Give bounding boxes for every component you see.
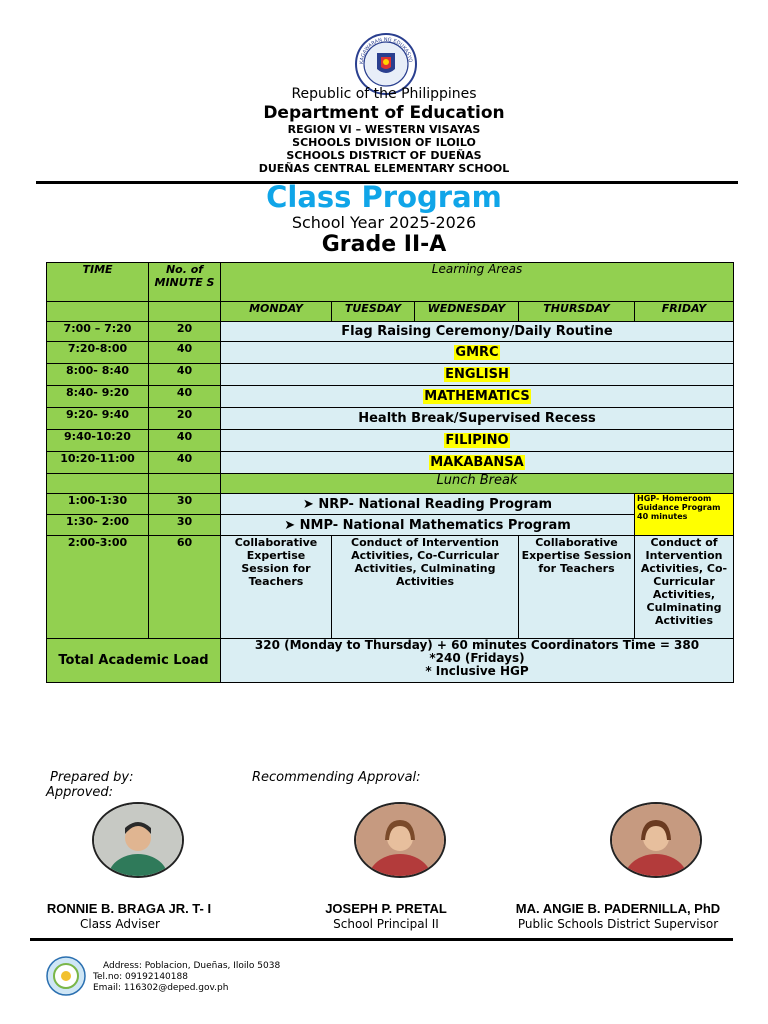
lunch-break: Lunch Break bbox=[221, 474, 734, 494]
row-subject: ENGLISH bbox=[445, 367, 509, 382]
day-friday: FRIDAY bbox=[635, 302, 734, 322]
supervisor-name: MA. ANGIE B. PADERNILLA, PhD bbox=[515, 901, 721, 916]
total-load-label: Total Academic Load bbox=[47, 639, 221, 683]
row-time: 8:40- 9:20 bbox=[47, 386, 149, 408]
division-line: SCHOOLS DIVISION OF ILOILO bbox=[292, 136, 476, 149]
school-logo bbox=[46, 956, 86, 996]
row-time: 7:00 – 7:20 bbox=[47, 322, 149, 342]
table-row bbox=[47, 408, 734, 430]
row-minutes: 40 bbox=[149, 364, 221, 386]
table-row bbox=[47, 430, 734, 452]
supervisor-role: Public Schools District Supervisor bbox=[517, 917, 719, 931]
row-subject: NRP- National Reading Program bbox=[318, 496, 553, 512]
adviser-role: Class Adviser bbox=[79, 917, 160, 931]
principal-role: School Principal II bbox=[333, 917, 439, 931]
footer-address: Address: Poblacion, Dueñas, Iloilo 5038 bbox=[103, 961, 281, 971]
day-wednesday: WEDNESDAY bbox=[415, 302, 519, 322]
header-minutes: No. of MINUTE S bbox=[149, 263, 221, 302]
footer-tel: Tel.no: 09192140188 bbox=[93, 972, 188, 982]
row-minutes: 30 bbox=[149, 515, 221, 536]
prepared-by-label: Prepared by: bbox=[50, 770, 134, 785]
school-line: DUEÑAS CENTRAL ELEMENTARY SCHOOL bbox=[258, 162, 510, 175]
row-minutes: 20 bbox=[149, 408, 221, 430]
adviser-photo bbox=[92, 802, 184, 878]
principal-name: JOSEPH P. PRETAL bbox=[325, 901, 447, 916]
total-line-3: * Inclusive HGP bbox=[425, 664, 529, 678]
row-time: 10:20-11:00 bbox=[47, 452, 149, 474]
total-line-2: *240 (Fridays) bbox=[429, 651, 525, 665]
row-time: 9:40-10:20 bbox=[47, 430, 149, 452]
row-subject: Health Break/Supervised Recess bbox=[221, 408, 734, 430]
row-time: 7:20-8:00 bbox=[47, 342, 149, 364]
header-learning-areas: Learning Areas bbox=[221, 263, 734, 302]
day-monday: MONDAY bbox=[221, 302, 332, 322]
table-row bbox=[47, 386, 734, 408]
day-thursday: THURSDAY bbox=[519, 302, 635, 322]
class-program-table bbox=[46, 262, 734, 683]
arrow-bullet-icon: ➤ bbox=[284, 517, 300, 533]
row-subject: GMRC bbox=[455, 345, 499, 360]
row-minutes: 60 bbox=[149, 536, 221, 639]
row-subject: MAKABANSA bbox=[430, 455, 524, 470]
monday-activity: Collaborative Expertise Session for Teachers bbox=[221, 536, 332, 639]
tue-wed-activity: Conduct of Intervention Activities, Co-Curricular Activities, Culminating Activities bbox=[332, 536, 519, 639]
arrow-bullet-icon: ➤ bbox=[302, 496, 319, 512]
footer-email: Email: 116302@deped.gov.ph bbox=[93, 983, 229, 993]
seal-text: KAGAWARAN NG EDUKASYO bbox=[358, 36, 413, 65]
row-time: 2:00-3:00 bbox=[47, 536, 149, 639]
table-row bbox=[47, 322, 734, 342]
thursday-activity: Collaborative Expertise Session for Teachers bbox=[519, 536, 635, 639]
friday-activity: Conduct of Intervention Activities, Co-Curricular Activities, Culminating Activities bbox=[635, 536, 734, 639]
row-minutes: 40 bbox=[149, 386, 221, 408]
table-row bbox=[47, 494, 734, 515]
region-line: REGION VI – WESTERN VISAYAS bbox=[287, 123, 481, 136]
row-minutes: 40 bbox=[149, 452, 221, 474]
supervisor-photo bbox=[610, 802, 702, 878]
principal-photo bbox=[354, 802, 446, 878]
department-line: Department of Education bbox=[263, 103, 505, 123]
table-row bbox=[47, 342, 734, 364]
row-minutes: 20 bbox=[149, 322, 221, 342]
footer-divider bbox=[30, 938, 733, 941]
header-time: TIME bbox=[47, 263, 149, 302]
table-row bbox=[47, 452, 734, 474]
row-time: 9:20- 9:40 bbox=[47, 408, 149, 430]
school-year: School Year 2025-2026 bbox=[291, 213, 477, 232]
total-line-1: 320 (Monday to Thursday) + 60 minutes Coordinators Time = 380 bbox=[254, 638, 700, 652]
row-minutes: 40 bbox=[149, 430, 221, 452]
table-row bbox=[47, 515, 734, 536]
recommending-label: Recommending Approval: bbox=[252, 770, 421, 785]
approved-label: Approved: bbox=[46, 785, 114, 800]
day-tuesday: TUESDAY bbox=[332, 302, 415, 322]
row-subject: Flag Raising Ceremony/Daily Routine bbox=[221, 322, 734, 342]
row-time: 1:30- 2:00 bbox=[47, 515, 149, 536]
republic-line: Republic of the Philippines bbox=[291, 86, 477, 102]
hgp-note: HGP- Homeroom Guidance Program 40 minutes bbox=[635, 494, 734, 536]
page-title: Class Program bbox=[266, 180, 502, 214]
table-row bbox=[47, 536, 734, 639]
row-subject: NMP- National Mathematics Program bbox=[299, 517, 571, 533]
row-subject: MATHEMATICS bbox=[424, 389, 530, 404]
row-time: 1:00-1:30 bbox=[47, 494, 149, 515]
adviser-name: RONNIE B. BRAGA JR. T- I bbox=[46, 901, 212, 916]
table-row bbox=[47, 364, 734, 386]
row-minutes: 30 bbox=[149, 494, 221, 515]
district-line: SCHOOLS DISTRICT OF DUEÑAS bbox=[286, 149, 482, 162]
row-minutes: 40 bbox=[149, 342, 221, 364]
grade-label: Grade II-A bbox=[321, 232, 447, 257]
row-time: 8:00- 8:40 bbox=[47, 364, 149, 386]
row-subject: FILIPINO bbox=[445, 433, 509, 448]
